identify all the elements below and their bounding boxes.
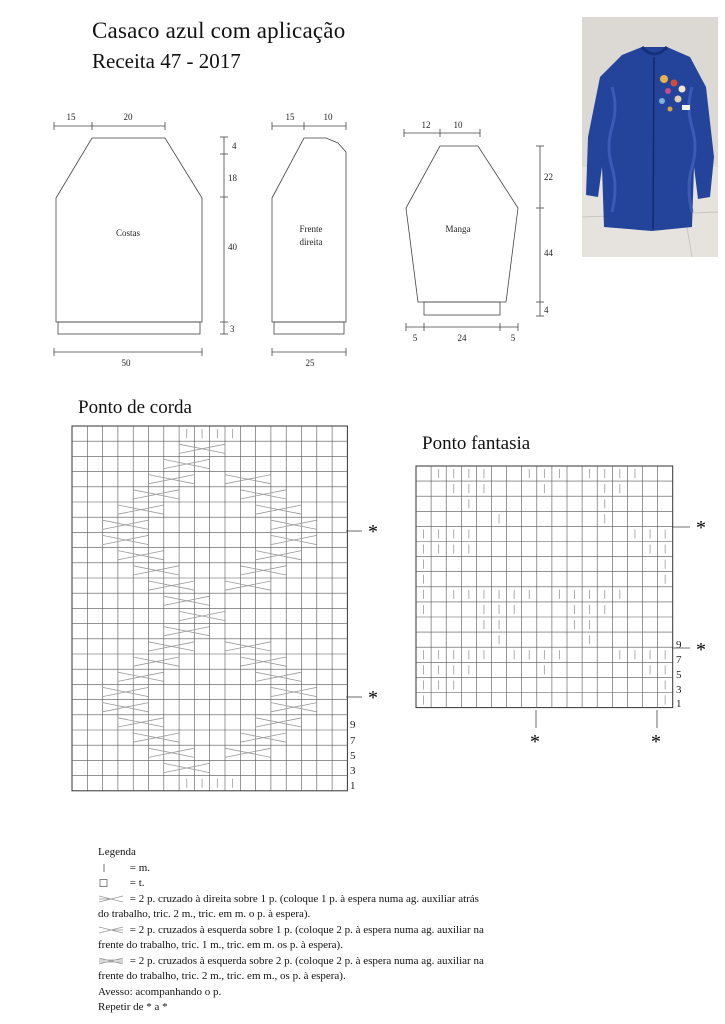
frente-dim-neck: 10 <box>323 112 333 122</box>
knit-box-icon <box>98 878 124 888</box>
costas-label: Costas <box>115 228 141 238</box>
frente-dim-width: 25 <box>305 358 315 368</box>
costas-dim-3: 3 <box>230 324 235 334</box>
corda-repeat-marker-bottom: * <box>368 687 378 709</box>
fantasia-repeat-marker-bottom-left: * <box>530 731 540 753</box>
costas-dim-width: 50 <box>121 358 131 368</box>
costas-dim-40: 40 <box>228 242 237 252</box>
legend-item-cross-left-1-cont: frente do trabalho, tric. 1 m., tric. em m. os p. à espera). <box>98 939 343 951</box>
fantasia-repeat-marker-bottom-right: * <box>651 731 661 753</box>
pattern-subtitle: Receita 47 - 2017 <box>92 49 241 73</box>
fantasia-row-9: 9 <box>676 639 682 651</box>
fantasia-chart-title: Ponto fantasia <box>422 433 531 454</box>
fantasia-repeat-marker-right-top: * <box>696 517 706 539</box>
cross-left-1-icon <box>98 925 124 935</box>
legend-item-cross-left-2: = 2 p. cruzados à esquerda sobre 2 p. (coloque 2 p. à espera numa ag. auxiliar na <box>98 954 568 970</box>
legend-avesso: Avesso: acompanhando o p. <box>98 985 222 998</box>
purl-bar-icon <box>98 863 124 873</box>
legend-item-cross-left-1: = 2 p. cruzados à esquerda sobre 1 p. (coloque 2 p. à espera numa ag. auxiliar na <box>98 923 568 939</box>
corda-row-7: 7 <box>350 735 356 747</box>
manga-dim-44: 44 <box>544 248 553 258</box>
cross-left-2-icon <box>98 956 124 966</box>
corda-row-3: 3 <box>350 765 356 777</box>
corda-row-1: 1 <box>350 780 356 792</box>
fantasia-repeat-marker-right-bottom: * <box>696 639 706 661</box>
fantasia-row-1: 1 <box>676 698 682 710</box>
corda-stitch-chart <box>62 416 392 798</box>
corda-row-5: 5 <box>350 750 356 762</box>
manga-dim-5-right: 5 <box>510 333 516 343</box>
legend-repeat: Repetir de * a * <box>98 1001 168 1013</box>
costas-dim-shoulder: 15 <box>66 112 76 122</box>
fantasia-row-7: 7 <box>676 654 682 666</box>
garment-schematics <box>0 0 725 380</box>
frente-label-line1: Frente <box>299 224 323 234</box>
manga-dim-5-left: 5 <box>412 333 418 343</box>
legend <box>98 845 568 1016</box>
manga-dim-4: 4 <box>544 305 549 315</box>
cross-right-icon <box>98 894 124 904</box>
legend-item-knit: = t. <box>98 876 568 892</box>
frente-dim-shoulder: 15 <box>285 112 295 122</box>
corda-row-9: 9 <box>350 719 356 731</box>
fantasia-row-5: 5 <box>676 669 682 681</box>
costas-dim-4: 4 <box>232 141 237 151</box>
legend-heading: Legenda <box>98 846 136 858</box>
manga-dim-12: 12 <box>421 120 431 130</box>
manga-dim-22: 22 <box>544 172 553 182</box>
costas-dim-18: 18 <box>228 173 237 183</box>
pattern-title: Casaco azul com aplicação <box>92 18 346 43</box>
costas-dim-neck: 20 <box>123 112 133 122</box>
legend-item-cross-right-cont: do trabalho, tric. 2 m., tric. em m. o p. à espera). <box>98 908 311 920</box>
manga-label: Manga <box>445 224 471 234</box>
legend-item-cross-left-2-cont: frente do trabalho, tric. 2 m., tric. em m., os p. à espera). <box>98 970 346 982</box>
corda-chart-title: Ponto de corda <box>78 397 192 418</box>
manga-dim-24: 24 <box>457 333 467 343</box>
fantasia-stitch-chart <box>408 458 725 758</box>
fantasia-row-3: 3 <box>676 684 682 696</box>
corda-repeat-marker-top: * <box>368 521 378 543</box>
manga-dim-10: 10 <box>453 120 463 130</box>
legend-item-purl: = m. <box>98 861 568 877</box>
frente-label-line2: direita <box>299 237 323 247</box>
legend-item-cross-right: = 2 p. cruzado à direita sobre 1 p. (coloque 1 p. à espera numa ag. auxiliar atrás <box>98 892 568 908</box>
